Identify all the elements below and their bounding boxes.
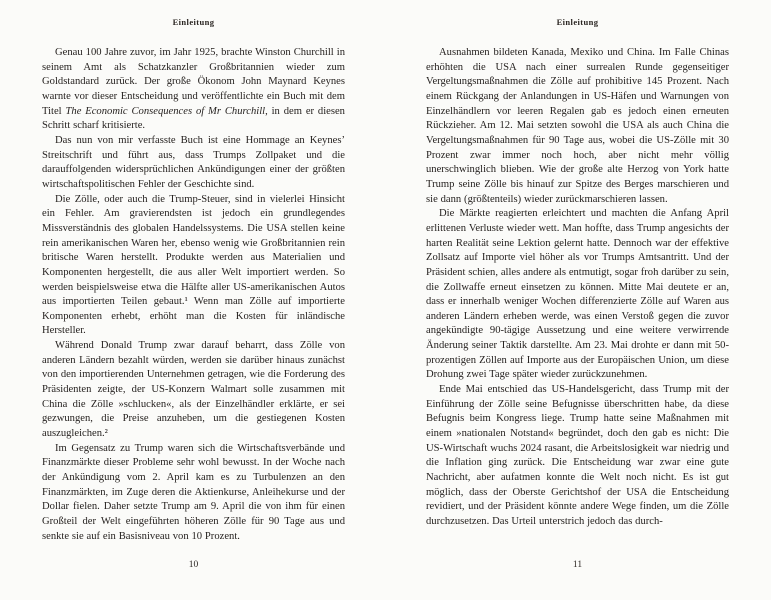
paragraph	[426, 383, 729, 530]
running-head: Einleitung	[556, 17, 599, 27]
text-segment: Ende Mai entschied das US-Handelsgericht, dass Trump mit der Einführung der Zölle seine Befugnisse überschritten habe, da diese Befugnis beim Kongress liege. Trump hatte seine Maßnahmen mit einem »nationalen Notstand« begründet, doch den gab es nicht: Die US-Wirtschaft wuchs 2024 rasant, die Arbeitslosigkeit war niedrig und die Inflation ging zurück. Die Entscheidung war zwar eine gute Nachricht, aber aufatmen konnte die Welt noch nicht. Es ist gut möglich, dass der Oberste Gerichtshof der USA die Entscheidung revidiert, und der Präsident könnte andere Wege finden, um die Zölle durchzusetzen. Das Urteil unterstrich jedoch das durch-	[426, 384, 729, 527]
text-segment: , in dem er diesen Schritt scharf kritisierte.	[42, 105, 345, 132]
text-segment: Ausnahmen bildeten Kanada, Mexiko und China. Im Falle Chinas erhöhten die USA nach einer surrealen Runde gegenseitiger Vergeltungsmaßnahmen die Zölle auf prohibitive 145 Prozent. Nach einem Rückgang der Anlandungen in US-Häfen und Warnungen von Einzelhändlern vor leeren Regalen gab es jedoch einen erneuten Rückzieher. Am 12. Mai setzten sowohl die USA als auch China die Vergeltungsmaßnahmen für 90 Tage aus, wobei die US-Zölle mit 30 Prozent zwar immer noch hoch, aber nicht mehr völlig unerschwinglich blieben. Wie der große alte Herzog von York hatte Trump seine Zölle bis hinauf zur Spitze des Berges marschieren und sie dann (größtenteils) wieder zurückmarschieren lassen.	[426, 47, 729, 205]
text-segment: Während Donald Trump zwar darauf beharrt, dass Zölle von anderen Ländern bezahlt würden, werden sie darüber hinaus zunächst von den importierenden Unternehmen getragen, wie die Forderung des Präsidenten zeigte, der US-Konzern Walmart solle zusammen mit China die Zölle »schlucken«, als der Einzelhändler erklärte, er sei gezwungen, die Preise anzuheben, um die gestiegenen Kosten auszugleichen.²	[42, 340, 345, 440]
page-right	[426, 0, 729, 600]
text-segment: Genau 100 Jahre zuvor, im Jahr 1925, brachte Winston Churchill in seinem Amt als Schatzkanzler Großbritannien wieder zum Goldstandard zurück. Der große Ökonom John Maynard Keynes warnte vor dieser Entscheidung und veröffentlichte ein Buch mit dem Titel	[42, 47, 345, 117]
text-segment: Die Märkte reagierten erleichtert und machten die Anfang April erlittenen Verluste wieder wett. Man hoffte, dass Trump angesichts der harten Realität seine Lektion gelernt hatte. Dennoch war der effektive Zollsatz auf Importe viel höher als vor Trumps Amtsantritt. Und der Präsident schien, alles andere als entmutigt, sogar froh darüber zu sein, die Zollwaffe erneut einsetzen zu können. Mitte Mai deutete er an, dass er innerhalb weniger Wochen differenzierte Zölle auf Waren aus anderen Ländern erheben werde, was einen Verstoß gegen die zuvor angekündigte 90-tägige Aussetzung und eine weitere verwirrende Änderung seiner Taktik darstellte. Am 23. Mai drohte er dann mit 50-prozentigen Zöllen auf Importe aus der Europäischen Union, um diese Drohung zwei Tage später wieder zurückzunehmen.	[426, 208, 729, 381]
running-head: Einleitung	[172, 17, 215, 27]
page-number: 11	[572, 560, 583, 570]
paragraph	[426, 207, 729, 383]
page-body	[426, 46, 729, 530]
paragraph	[42, 134, 345, 193]
paragraph	[42, 442, 345, 545]
paragraph	[42, 46, 345, 134]
paragraph	[42, 193, 345, 340]
page-number: 10	[188, 560, 199, 570]
paragraph	[426, 46, 729, 207]
paragraph	[42, 339, 345, 442]
book-title-italic: The Economic Consequences of Mr Churchill	[65, 105, 266, 117]
page-body	[42, 46, 345, 544]
text-segment: Die Zölle, oder auch die Trump-Steuer, sind in vielerlei Hinsicht ein Fehler. Am gravierendsten ist jedoch ein grundlegendes Missverständnis des globalen Handelssystems. Die USA stellen keine rein amerikanischen Waren her, ebenso wenig wie Großbritannien rein britische Waren herstellt. Produkte werden aus Materialien und Komponenten hergestellt, die aus aller Welt importiert werden. So werden beispielsweise etwa die Hälfte aller US-amerikanischen Autos aus importierten Teilen gebaut.¹ Wenn man Zölle auf importierte Komponenten erhebt, erhöht man die Kosten für inländische Hersteller.	[42, 193, 345, 337]
text-segment: Das nun von mir verfasste Buch ist eine Hommage an Keynes’ Streitschrift und führt aus, dass Trumps Zollpaket und die darauffolgenden widersprüchlichen Ankündigungen einer der größten wirtschaftspolitischen Fehler der Geschichte sind.	[42, 134, 345, 190]
page-left	[42, 0, 345, 600]
text-segment: Im Gegensatz zu Trump waren sich die Wirtschaftsverbände und Finanzmärkte dieser Probleme sehr wohl bewusst. In der Woche nach der Ankündigung vom 2. April kam es zu Turbulenzen an den Finanzmärkten, im Zuge deren die Aktienkurse, Anleihekurse und der Dollar fielen. Daher setzte Trump am 9. April die von ihm für einen Großteil der Welt eingeführten höheren Zölle für 90 Tage aus und senkte sie auf ein Basisniveau von 10 Prozent.	[42, 442, 345, 542]
